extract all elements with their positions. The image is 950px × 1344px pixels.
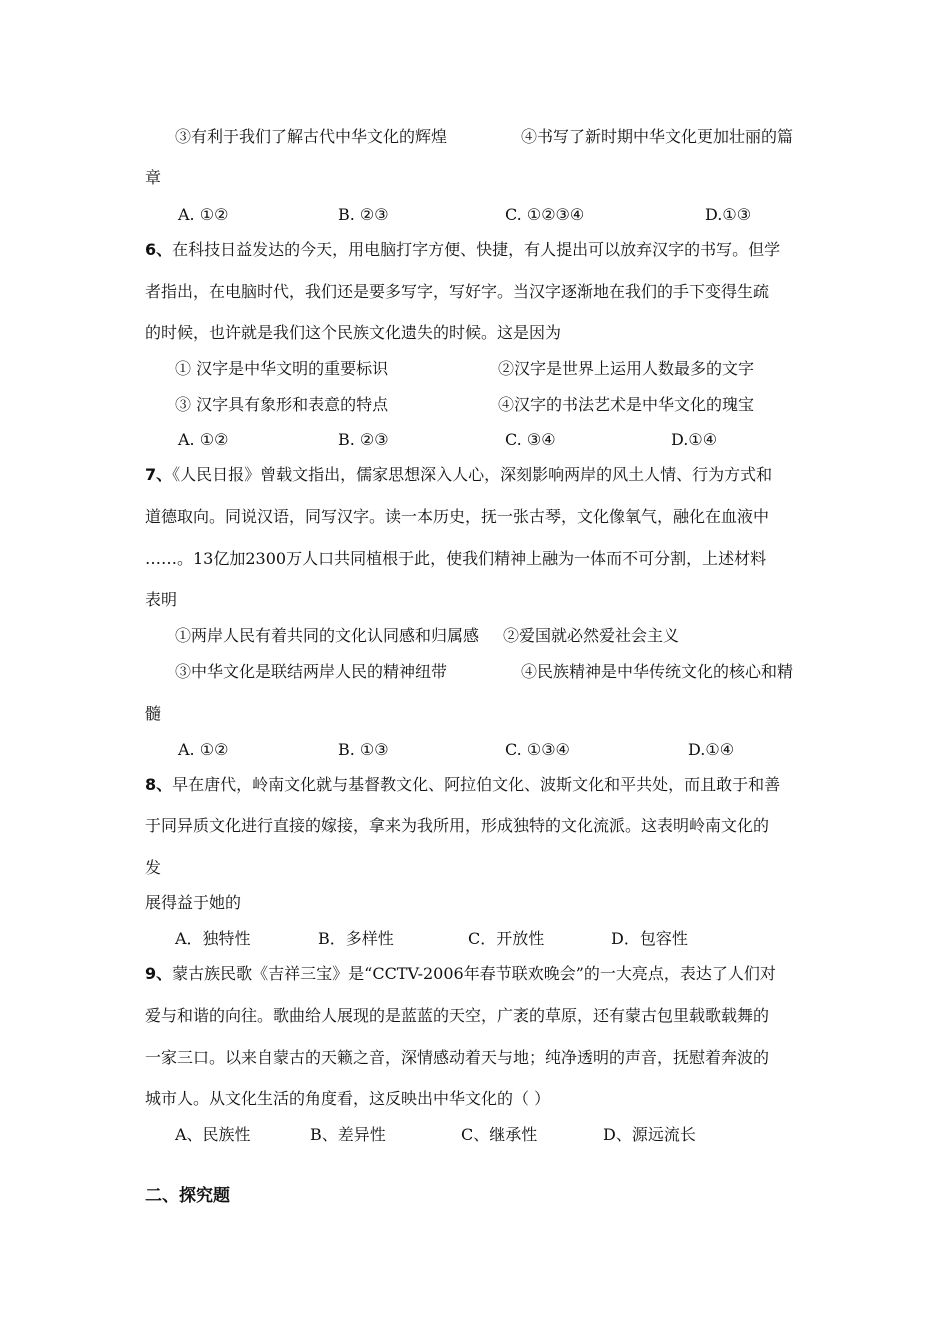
q5-option-b: B. ②③ xyxy=(338,205,389,224)
q6-stem-line-3: 的时候，也许就是我们这个民族文化遗失的时候。这是因为 xyxy=(145,323,562,342)
q6-stem-line-1 xyxy=(145,240,780,260)
q7-statement-4: ④民族精神是中华传统文化的核心和精 xyxy=(521,662,794,681)
q6-statement-2: ②汉字是世界上运用人数最多的文字 xyxy=(498,359,755,378)
q9-stem-line-1 xyxy=(145,964,776,984)
q8-stem-line-1 xyxy=(145,775,780,795)
q7-option-c: C. ①③④ xyxy=(505,740,570,759)
q8-text: 早在唐代，岭南文化就与基督教文化、阿拉伯文化、波斯文化和平共处，而且敢于和善 xyxy=(172,775,781,794)
q6-option-d: D.①④ xyxy=(671,430,718,449)
q6-option-c: C. ③④ xyxy=(505,430,556,449)
q9-stem-line-2: 爱与和谐的向往。歌曲给人展现的是蓝蓝的天空，广袤的草原，还有蒙古包里载歌载舞的 xyxy=(145,1006,770,1025)
q6-option-b: B. ②③ xyxy=(338,430,389,449)
q9-option-a: A、民族性 xyxy=(175,1125,251,1144)
q8-number: 8、 xyxy=(145,775,173,794)
q9-option-b: B、差异性 xyxy=(310,1125,386,1144)
q7-stem-line-3: ……。13亿加2300万人口共同植根于此，使我们精神上融为一体而不可分割，上述材料 xyxy=(145,549,767,568)
q5-statement-4: ④书写了新时期中华文化更加壮丽的篇 xyxy=(521,127,794,146)
q6-text: 在科技日益发达的今天，用电脑打字方便、快捷，有人提出可以放弃汉字的书写。但学 xyxy=(172,240,781,259)
q9-option-d: D、源远流长 xyxy=(603,1125,696,1144)
q6-statement-3: ③ 汉字具有象形和表意的特点 xyxy=(175,395,389,414)
q8-option-b: B．多样性 xyxy=(318,929,394,948)
q8-stem-line-4: 展得益于她的 xyxy=(145,893,242,912)
q6-statement-1: ① 汉字是中华文明的重要标识 xyxy=(175,359,389,378)
q8-stem-line-2: 于同异质文化进行直接的嫁接，拿来为我所用，形成独特的文化流派。这表明岭南文化的 xyxy=(145,816,770,835)
q5-option-a: A. ①② xyxy=(178,205,229,224)
q7-statement-4-continued: 髓 xyxy=(145,704,162,723)
q6-number: 6、 xyxy=(145,240,173,259)
q5-option-c: C. ①②③④ xyxy=(505,205,585,224)
q5-statement-4-continued: 章 xyxy=(145,168,162,187)
q7-stem-line-1 xyxy=(145,465,772,485)
q7-statement-2: ②爱国就必然爱社会主义 xyxy=(503,626,680,645)
q7-stem-line-2: 道德取向。同说汉语，同写汉字。读一本历史，抚一张古琴，文化像氧气，融化在血液中 xyxy=(145,507,770,526)
q9-stem-line-4: 城市人。从文化生活的角度看，这反映出中华文化的（ ） xyxy=(145,1089,551,1108)
q7-option-a: A. ①② xyxy=(178,740,229,759)
q6-statement-4: ④汉字的书法艺术是中华文化的瑰宝 xyxy=(498,395,755,414)
q8-option-d: D．包容性 xyxy=(611,929,688,948)
q9-option-c: C、继承性 xyxy=(461,1125,538,1144)
q8-stem-line-3: 发 xyxy=(145,858,162,877)
q8-option-c: C．开放性 xyxy=(468,929,545,948)
q5-statement-3: ③有利于我们了解古代中华文化的辉煌 xyxy=(175,127,448,146)
q5-option-d: D.①③ xyxy=(705,205,752,224)
q6-stem-line-2: 者指出，在电脑时代，我们还是要多写字，写好字。当汉字逐渐地在我们的手下变得生疏 xyxy=(145,282,770,301)
q7-statement-3: ③中华文化是联结两岸人民的精神纽带 xyxy=(175,662,448,681)
q6-option-a: A. ①② xyxy=(178,430,229,449)
q7-stem-line-4: 表明 xyxy=(145,590,178,609)
q8-option-a: A．独特性 xyxy=(175,929,251,948)
q9-text: 蒙古族民歌《吉祥三宝》是“CCTV-2006年春节联欢晚会”的一大亮点，表达了人们对 xyxy=(172,964,776,983)
q7-statement-1: ①两岸人民有着共同的文化认同感和归属感 xyxy=(175,626,480,645)
q7-number: 7、 xyxy=(145,465,173,484)
q9-number: 9、 xyxy=(145,964,173,983)
q7-option-b: B. ①③ xyxy=(338,740,389,759)
q9-stem-line-3: 一家三口。以来自蒙古的天籁之音，深情感动着天与地；纯净透明的声音，抚慰着奔波的 xyxy=(145,1048,770,1067)
q7-option-d: D.①④ xyxy=(688,740,735,759)
q7-text: 《人民日报》曾载文指出，儒家思想深入人心，深刻影响两岸的风土人情、行为方式和 xyxy=(172,465,773,484)
section-heading-inquiry: 二、探究题 xyxy=(145,1186,230,1206)
